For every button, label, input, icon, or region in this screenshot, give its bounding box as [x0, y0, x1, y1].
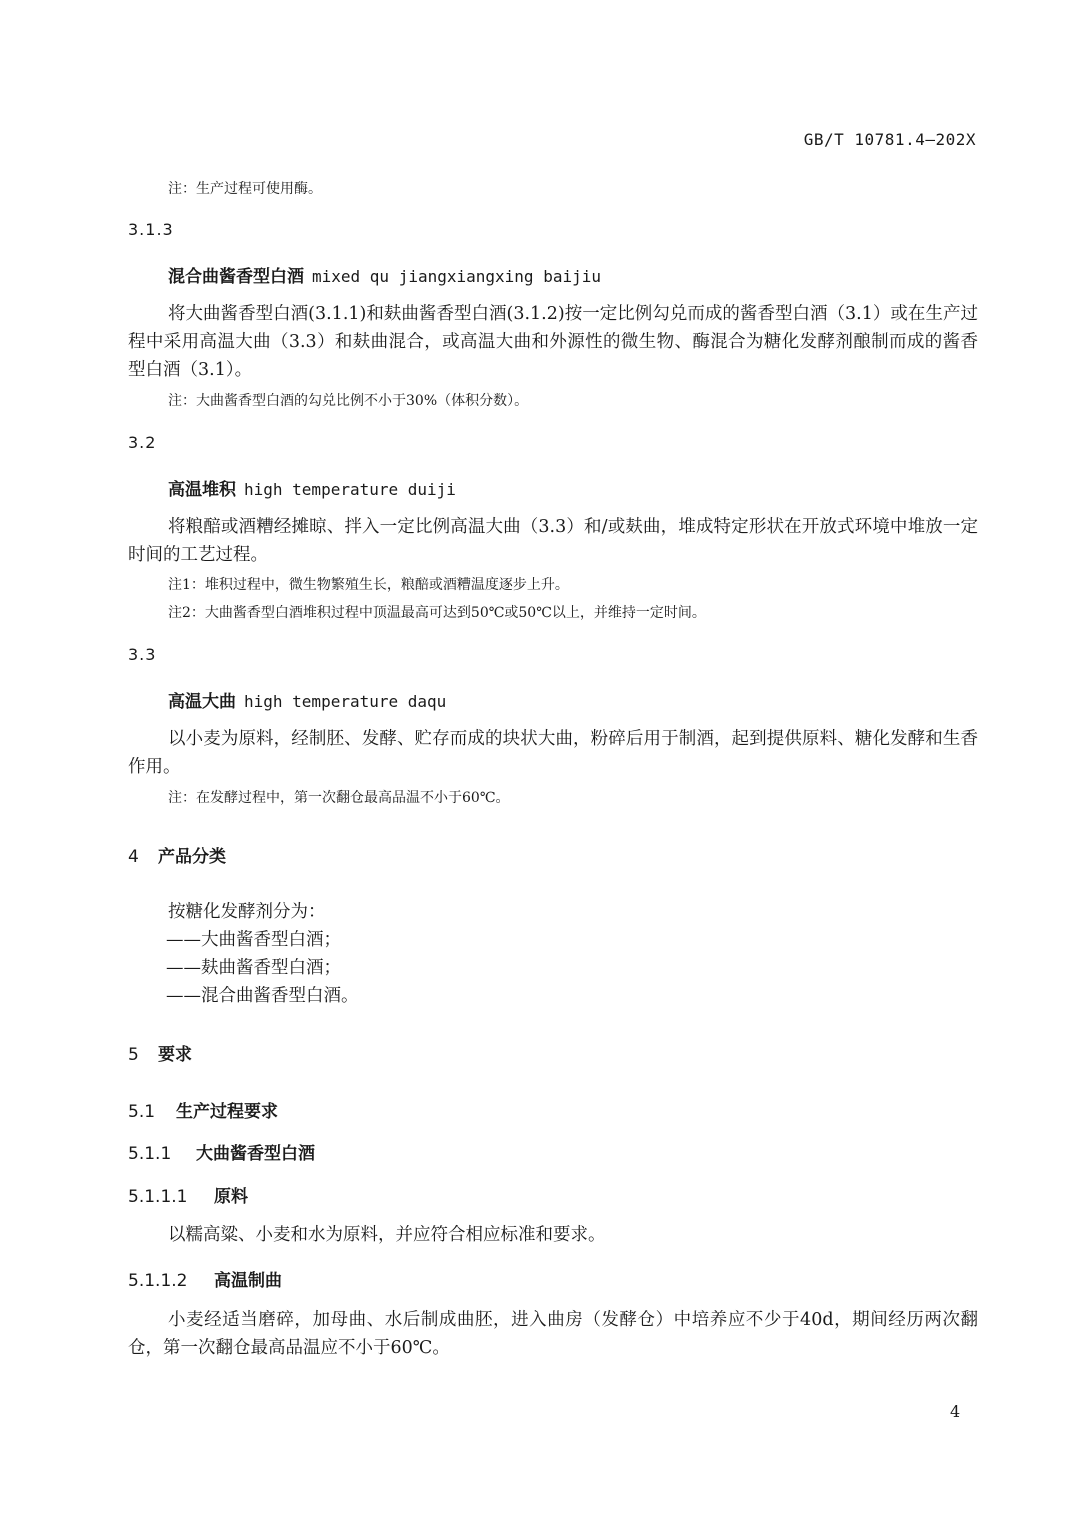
section-number: 5.1.1: [128, 1144, 172, 1164]
section-title: 生产过程要求: [176, 1102, 278, 1122]
section-title: 产品分类: [158, 847, 226, 867]
list-item: ——混合曲酱香型白酒。: [166, 986, 359, 1006]
term-zh: 高温大曲: [168, 692, 236, 712]
term-zh: 高温堆积: [168, 480, 236, 500]
raw-material-text: 以糯高粱、小麦和水为原料，并应符合相应标准和要求。: [168, 1225, 606, 1245]
note-first-turning: 注：在发酵过程中，第一次翻仓最高品温不小于60℃。: [168, 790, 510, 806]
section-title: 原料: [214, 1187, 248, 1207]
term-mixed-qu: [168, 262, 601, 287]
term-high-temp-duiji: [168, 475, 456, 500]
standard-code: GB/T 10781.4—202X: [803, 130, 976, 149]
section-number: 5: [128, 1045, 139, 1065]
term-high-temp-daqu: [168, 687, 446, 712]
section-title: 高温制曲: [214, 1271, 282, 1291]
qu-making-text: 小麦经适当磨碎，加母曲、水后制成曲胚，进入曲房（发酵仓）中培养应不少于40d，期间经历两次翻仓，第一次翻仓最高品温应不小于60℃。: [128, 1310, 978, 1358]
clause-number-3-2: 3.2: [128, 433, 157, 452]
section-heading-5-1-1-1: [128, 1182, 248, 1207]
section-number: 5.1.1.2: [128, 1271, 188, 1291]
clause-number-3-1-3: 3.1.3: [128, 220, 174, 239]
term-en: mixed qu jiangxiangxing baijiu: [312, 267, 601, 286]
section-heading-4: [128, 842, 226, 867]
definition-mixed-qu: 将大曲酱香型白酒(3.1.1)和麸曲酱香型白酒(3.1.2)按一定比例勾兑而成的酱香型白酒（3.1）或在生产过程中采用高温大曲（3.3）和麸曲混合，或高温大曲和外源性的微生物、酶混合为糖化发酵剂酿制而成的酱香型白酒（3.1）。: [128, 304, 978, 380]
page-number: 4: [950, 1402, 961, 1421]
term-en: high temperature duiji: [244, 480, 456, 499]
note-enzyme: 注：生产过程可使用酶。: [168, 181, 322, 197]
note-blend-ratio: 注：大曲酱香型白酒的勾兑比例不小于30%（体积分数）。: [168, 393, 529, 409]
definition-high-temp-daqu: 以小麦为原料，经制胚、发酵、贮存而成的块状大曲，粉碎后用于制酒，起到提供原料、糖化发酵和生香作用。: [128, 729, 978, 777]
clause-number-3-3: 3.3: [128, 645, 157, 664]
note-stacking-2: 注2：大曲酱香型白酒堆积过程中顶温最高可达到50℃或50℃以上，并维持一定时间。: [168, 605, 706, 621]
list-item: ——大曲酱香型白酒；: [166, 930, 341, 950]
classification-intro: 按糖化发酵剂分为：: [168, 902, 326, 922]
section-number: 4: [128, 847, 139, 867]
section-heading-5-1-1: [128, 1139, 315, 1164]
section-heading-5: [128, 1040, 192, 1065]
term-en: high temperature daqu: [244, 692, 447, 711]
section-title: 要求: [158, 1045, 192, 1065]
definition-high-temp-duiji: 将粮醅或酒糟经摊晾、拌入一定比例高温大曲（3.3）和/或麸曲，堆成特定形状在开放式环境中堆放一定时间的工艺过程。: [128, 517, 978, 565]
term-zh: 混合曲酱香型白酒: [168, 267, 304, 287]
section-title: 大曲酱香型白酒: [196, 1144, 315, 1164]
section-number: 5.1: [128, 1102, 156, 1122]
note-stacking-1: 注1：堆积过程中，微生物繁殖生长，粮醅或酒糟温度逐步上升。: [168, 577, 569, 593]
section-heading-5-1: [128, 1097, 278, 1122]
section-number: 5.1.1.1: [128, 1187, 188, 1207]
section-heading-5-1-1-2: [128, 1266, 282, 1291]
list-item: ——麸曲酱香型白酒；: [166, 958, 341, 978]
